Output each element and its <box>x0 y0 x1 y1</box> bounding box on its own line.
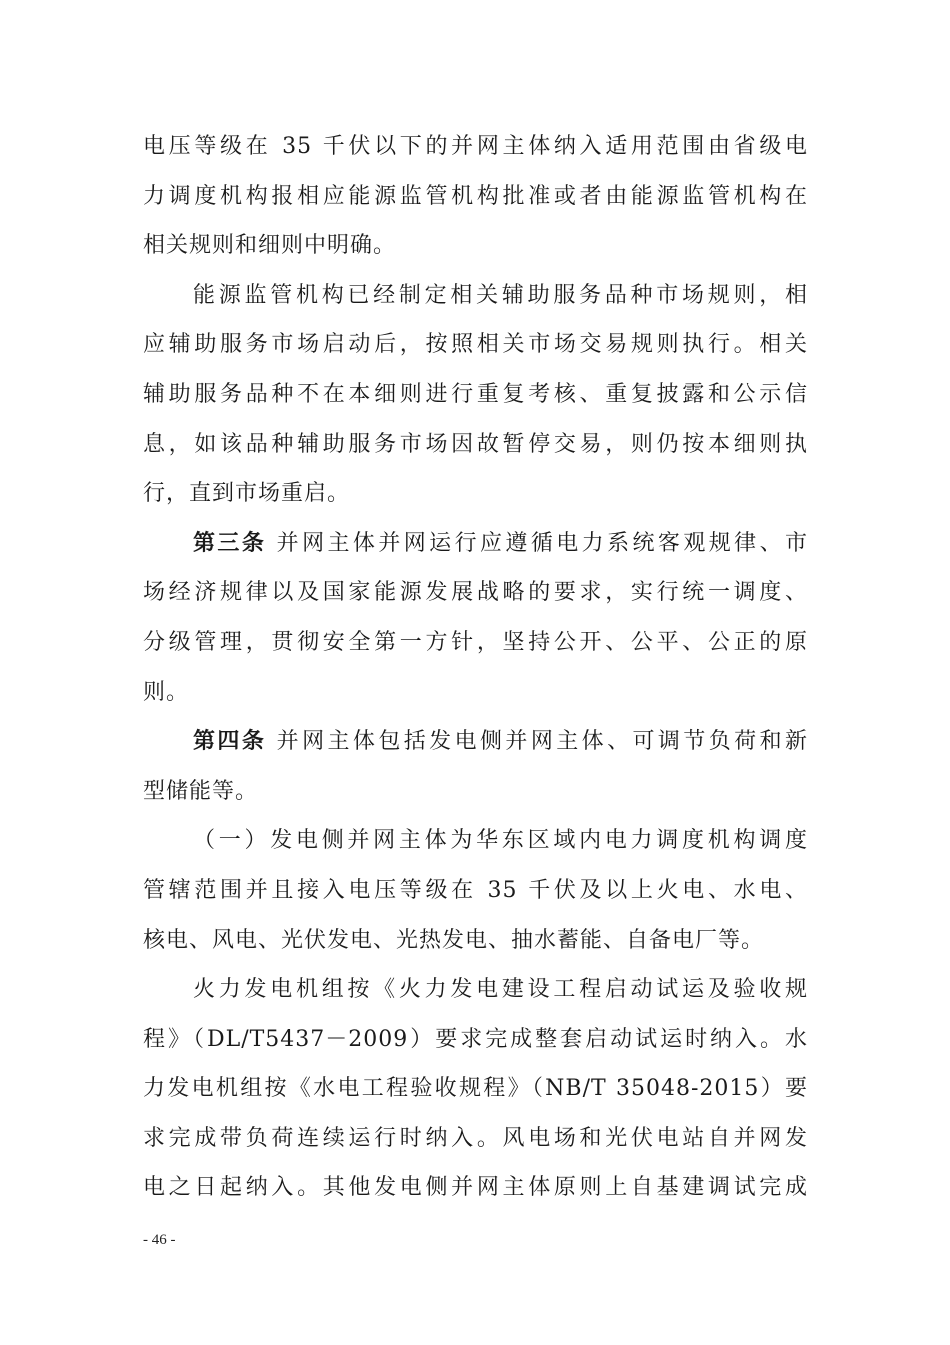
article-four-text: 并网主体包括发电侧并网主体、可调节负荷和新 <box>266 729 808 755</box>
text-line: 型储能等。 <box>143 778 259 804</box>
text-line: 力发电机组按《水电工程验收规程》（NB/T 35048-2015）要 <box>143 1076 808 1102</box>
text-line: 管辖范围并且接入电压等级在 35 千伏及以上火电、水电、 <box>143 877 808 903</box>
text-line: 程》（DL/T5437－2009）要求完成整套启动试运时纳入。水 <box>143 1026 808 1052</box>
item-one-line: （一）发电侧并网主体为华东区域内电力调度机构调度 <box>193 828 808 854</box>
text-line: 辅助服务品种不在本细则进行重复考核、重复披露和公示信 <box>143 381 808 407</box>
article-four-label: 第四条 <box>193 729 267 755</box>
article-three-label: 第三条 <box>193 530 267 556</box>
article-three-text: 并网主体并网运行应遵循电力系统客观规律、市 <box>266 530 808 556</box>
text-line: 求完成带负荷连续运行时纳入。风电场和光伏电站自并网发 <box>143 1125 808 1151</box>
article-four-line <box>143 717 808 767</box>
text-line: 行，直到市场重启。 <box>143 481 351 507</box>
text-line: 力调度机构报相应能源监管机构批准或者由能源监管机构在 <box>143 183 808 209</box>
text-line: 核电、风电、光伏发电、光热发电、抽水蓄能、自备电厂等。 <box>143 927 765 953</box>
body-text <box>143 122 808 1213</box>
text-line: 电之日起纳入。其他发电侧并网主体原则上自基建调试完成 <box>143 1175 808 1201</box>
text-line: 分级管理，贯彻安全第一方针，坚持公开、公平、公正的原 <box>143 629 808 655</box>
text-line: 应辅助服务市场启动后，按照相关市场交易规则执行。相关 <box>143 332 808 358</box>
text-line: 场经济规律以及国家能源发展战略的要求，实行统一调度、 <box>143 580 808 606</box>
text-line: 火力发电机组按《火力发电建设工程启动试运及验收规 <box>193 977 808 1003</box>
text-line: 能源监管机构已经制定相关辅助服务品种市场规则，相 <box>193 282 808 308</box>
article-three-line <box>143 519 808 569</box>
text-line: 息，如该品种辅助服务市场因故暂停交易，则仍按本细则执 <box>143 431 808 457</box>
page-number: - 46 - <box>143 1232 176 1248</box>
text-line: 相关规则和细则中明确。 <box>143 233 397 259</box>
text-line: 电压等级在 35 千伏以下的并网主体纳入适用范围由省级电 <box>143 134 808 159</box>
text-line: 则。 <box>143 679 190 705</box>
